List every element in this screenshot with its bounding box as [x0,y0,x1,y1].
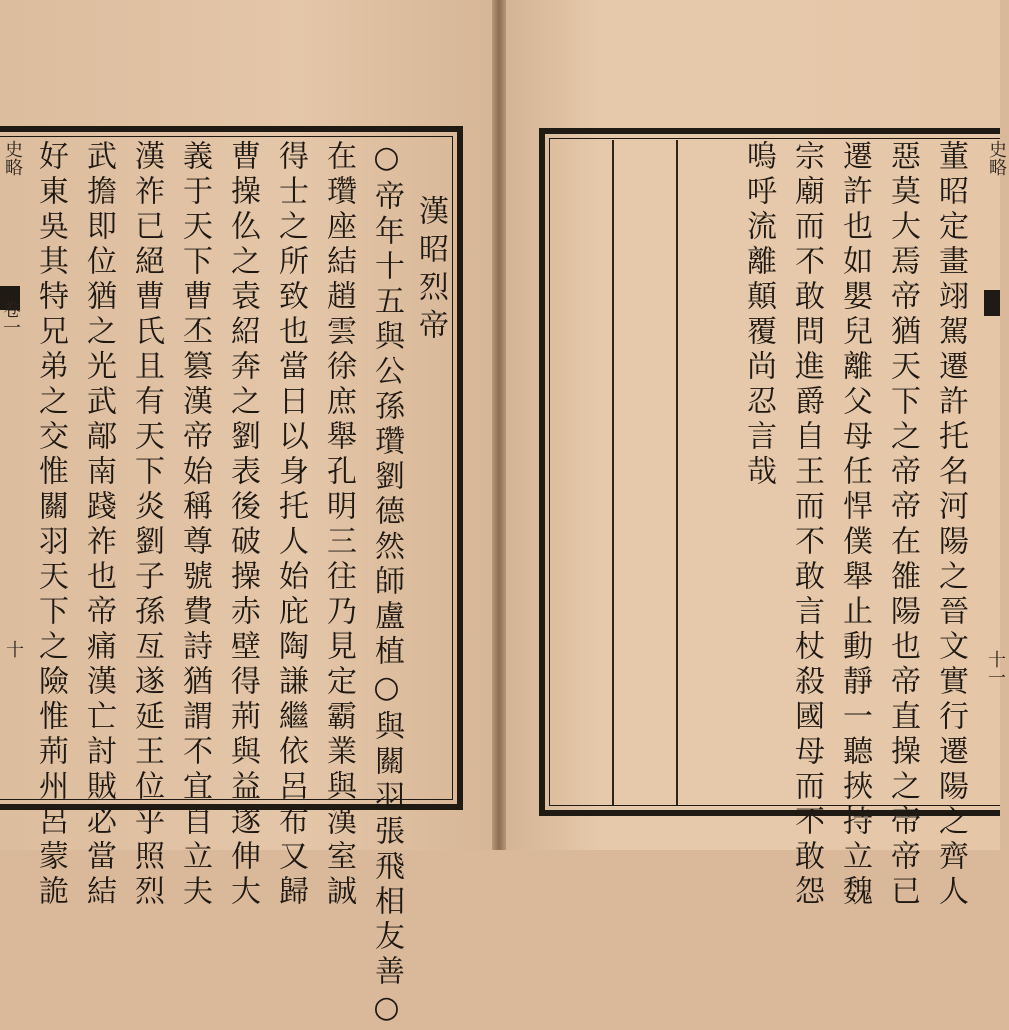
text-column: 得士之所致也當日以身托人始庇陶謙繼依呂布又歸 [273,140,308,910]
left-fold-margin [0,126,30,810]
fold-title-right: 史略 [986,140,1007,176]
text-column: 義于天下曹丕篡漢帝始稱尊號費詩猶謂不宜自立夫 [177,140,212,910]
fold-volume: 卷一 [0,300,21,336]
text-column: 嗚呼流離顛覆尚忍言哉 [741,140,776,490]
text-column: 惡莫大焉帝猶天下之帝帝在雒陽也帝直操之帝帝已 [885,140,920,910]
column-rule [612,140,614,805]
fold-fishtail-mark-right [984,290,1000,316]
section-heading: 漢昭烈帝 [413,195,448,347]
fold-title: 史略 [2,140,23,176]
text-column: 在瓚座結趙雲徐庶舉孔明三往乃見定霸業與漢室誠 [321,140,356,910]
book-gutter [492,0,506,850]
text-column: 董昭定畫翊駕遷許托名河陽之晉文實行遷陽之齊人 [933,140,968,910]
text-column: ○帝年十五與公孫瓚劉德然師盧植○與關羽張飛相友善○ [369,140,404,1030]
column-rule [676,140,678,805]
fold-page-number: 十 [3,640,24,658]
text-column: 好東吳其特兄弟之交惟關羽天下之險惟荊州呂蒙詭 [33,140,68,910]
text-column: 宗廟而不敢問進爵自王而不敢言杖殺國母而不敢怨 [789,140,824,910]
text-column: 漢祚已絕曹氏且有天下炎劉子孫亙遂延王位乎照烈 [129,140,164,910]
text-column: 武擔即位猶之光武鄗南踐祚也帝痛漢亡討賊必當結 [81,140,116,910]
text-column: 曹操仫之袁紹奔之劉表後破操赤壁得荊與益遂伸大 [225,140,260,910]
text-column: 遷許也如嬰兒離父母任悍僕舉止動靜一聽挾持立魏 [837,140,872,910]
fold-page-number-right: 十一 [985,650,1006,686]
